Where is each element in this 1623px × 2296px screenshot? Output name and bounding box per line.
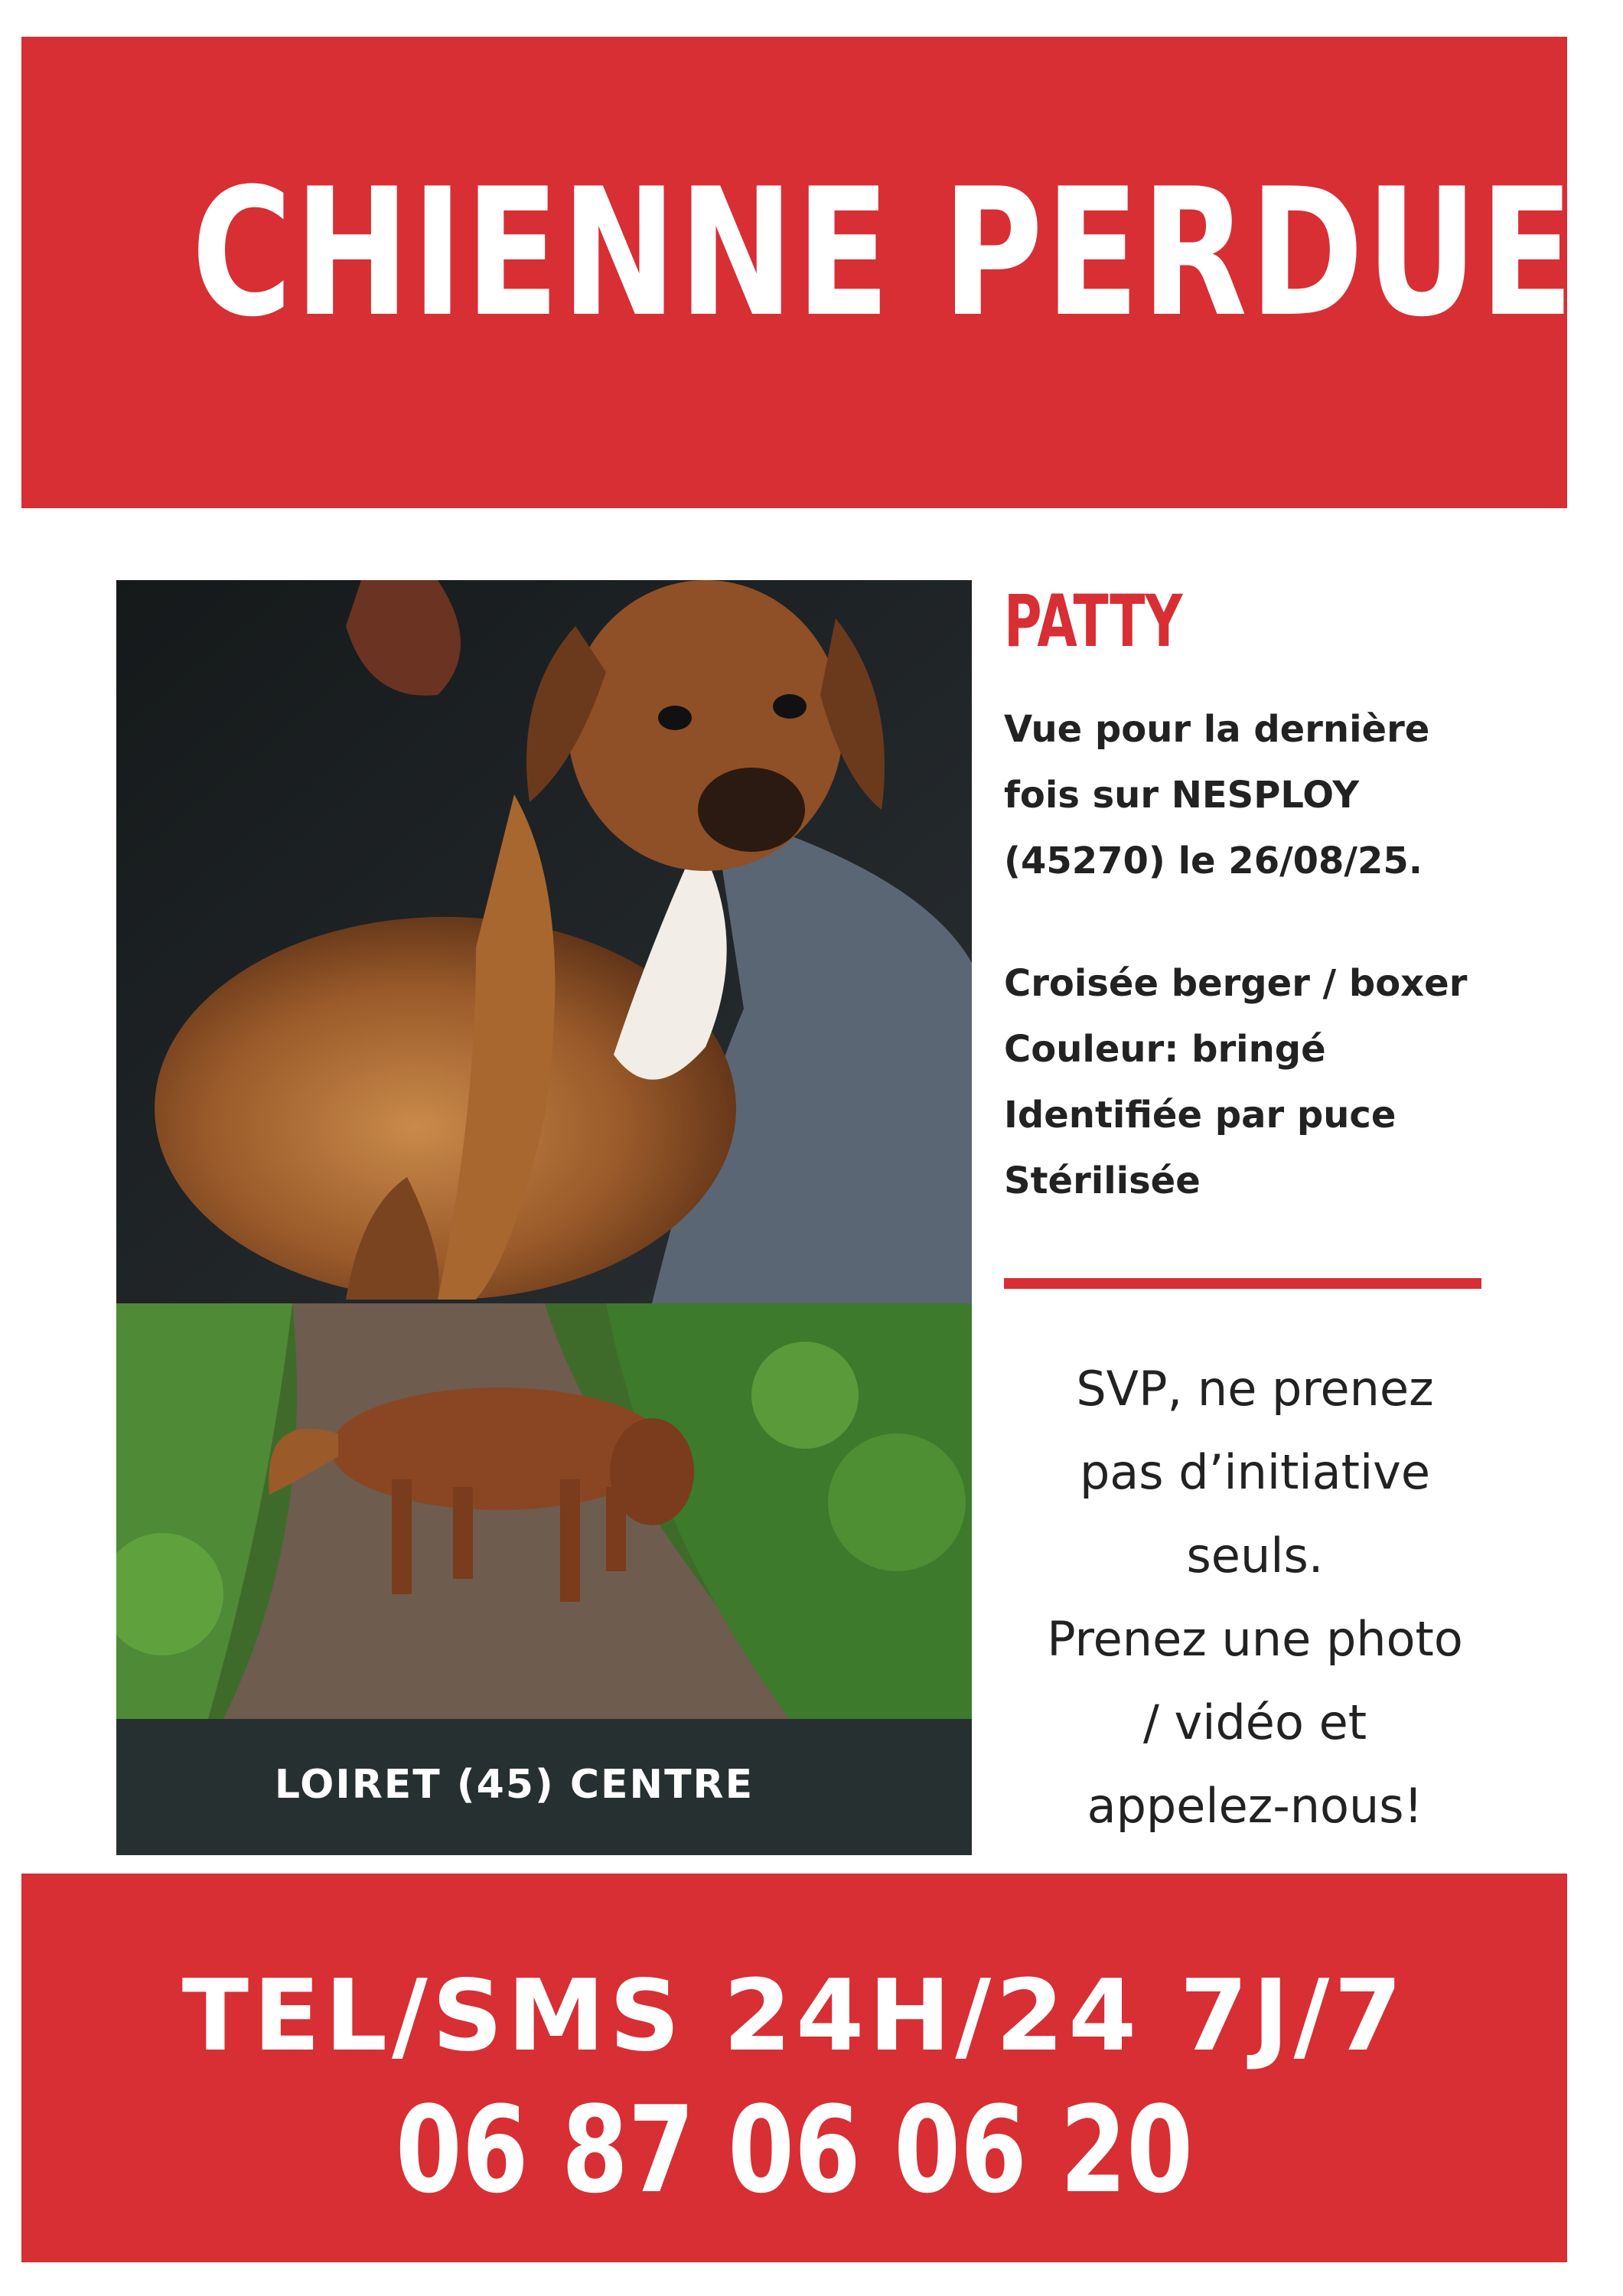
detail-sterilized: Stérilisée: [1004, 1159, 1201, 1202]
phone-number[interactable]: 06 87 06 06 20: [395, 2080, 1194, 2219]
dog-name: PATTY: [1004, 580, 1183, 664]
contact-banner: [21, 1874, 1567, 2262]
advice-line: Prenez une photo: [1047, 1611, 1463, 1667]
advice-line: appelez-nous!: [1087, 1778, 1423, 1834]
last-seen-line: (45270) le 26/08/25.: [1004, 840, 1423, 882]
header-banner: [21, 37, 1576, 508]
last-seen-line: fois sur NESPLOY: [1004, 774, 1360, 817]
contact-availability: TEL/SMS 24H/24 7J/7: [181, 1959, 1407, 2073]
advice-line: seuls.: [1186, 1528, 1324, 1583]
photo-caption: LOIRET (45) CENTRE: [274, 1762, 754, 1808]
advice-line: / vidéo et: [1142, 1694, 1367, 1750]
advice-line: SVP, ne prenez: [1076, 1361, 1434, 1417]
advice-text: [987, 1347, 1523, 1848]
poster-title: CHIENNE PERDUE: [191, 152, 1576, 356]
dog-photo-walking: [116, 1303, 972, 1719]
photo-panel: [116, 580, 972, 1855]
dog-details: [1004, 951, 1467, 1214]
detail-breed: Croisée berger / boxer: [1004, 962, 1468, 1005]
detail-color: Couleur: bringé: [1004, 1028, 1326, 1071]
last-seen-text: [1004, 696, 1429, 894]
advice-line: pas d’initiative: [1079, 1444, 1431, 1500]
last-seen-line: Vue pour la dernière: [1004, 708, 1430, 751]
detail-chip: Identifiée par puce: [1004, 1094, 1396, 1137]
photo-caption-bar: [116, 1719, 972, 1855]
section-divider: [1004, 1278, 1481, 1289]
dog-photo-sitting: [116, 580, 972, 1303]
